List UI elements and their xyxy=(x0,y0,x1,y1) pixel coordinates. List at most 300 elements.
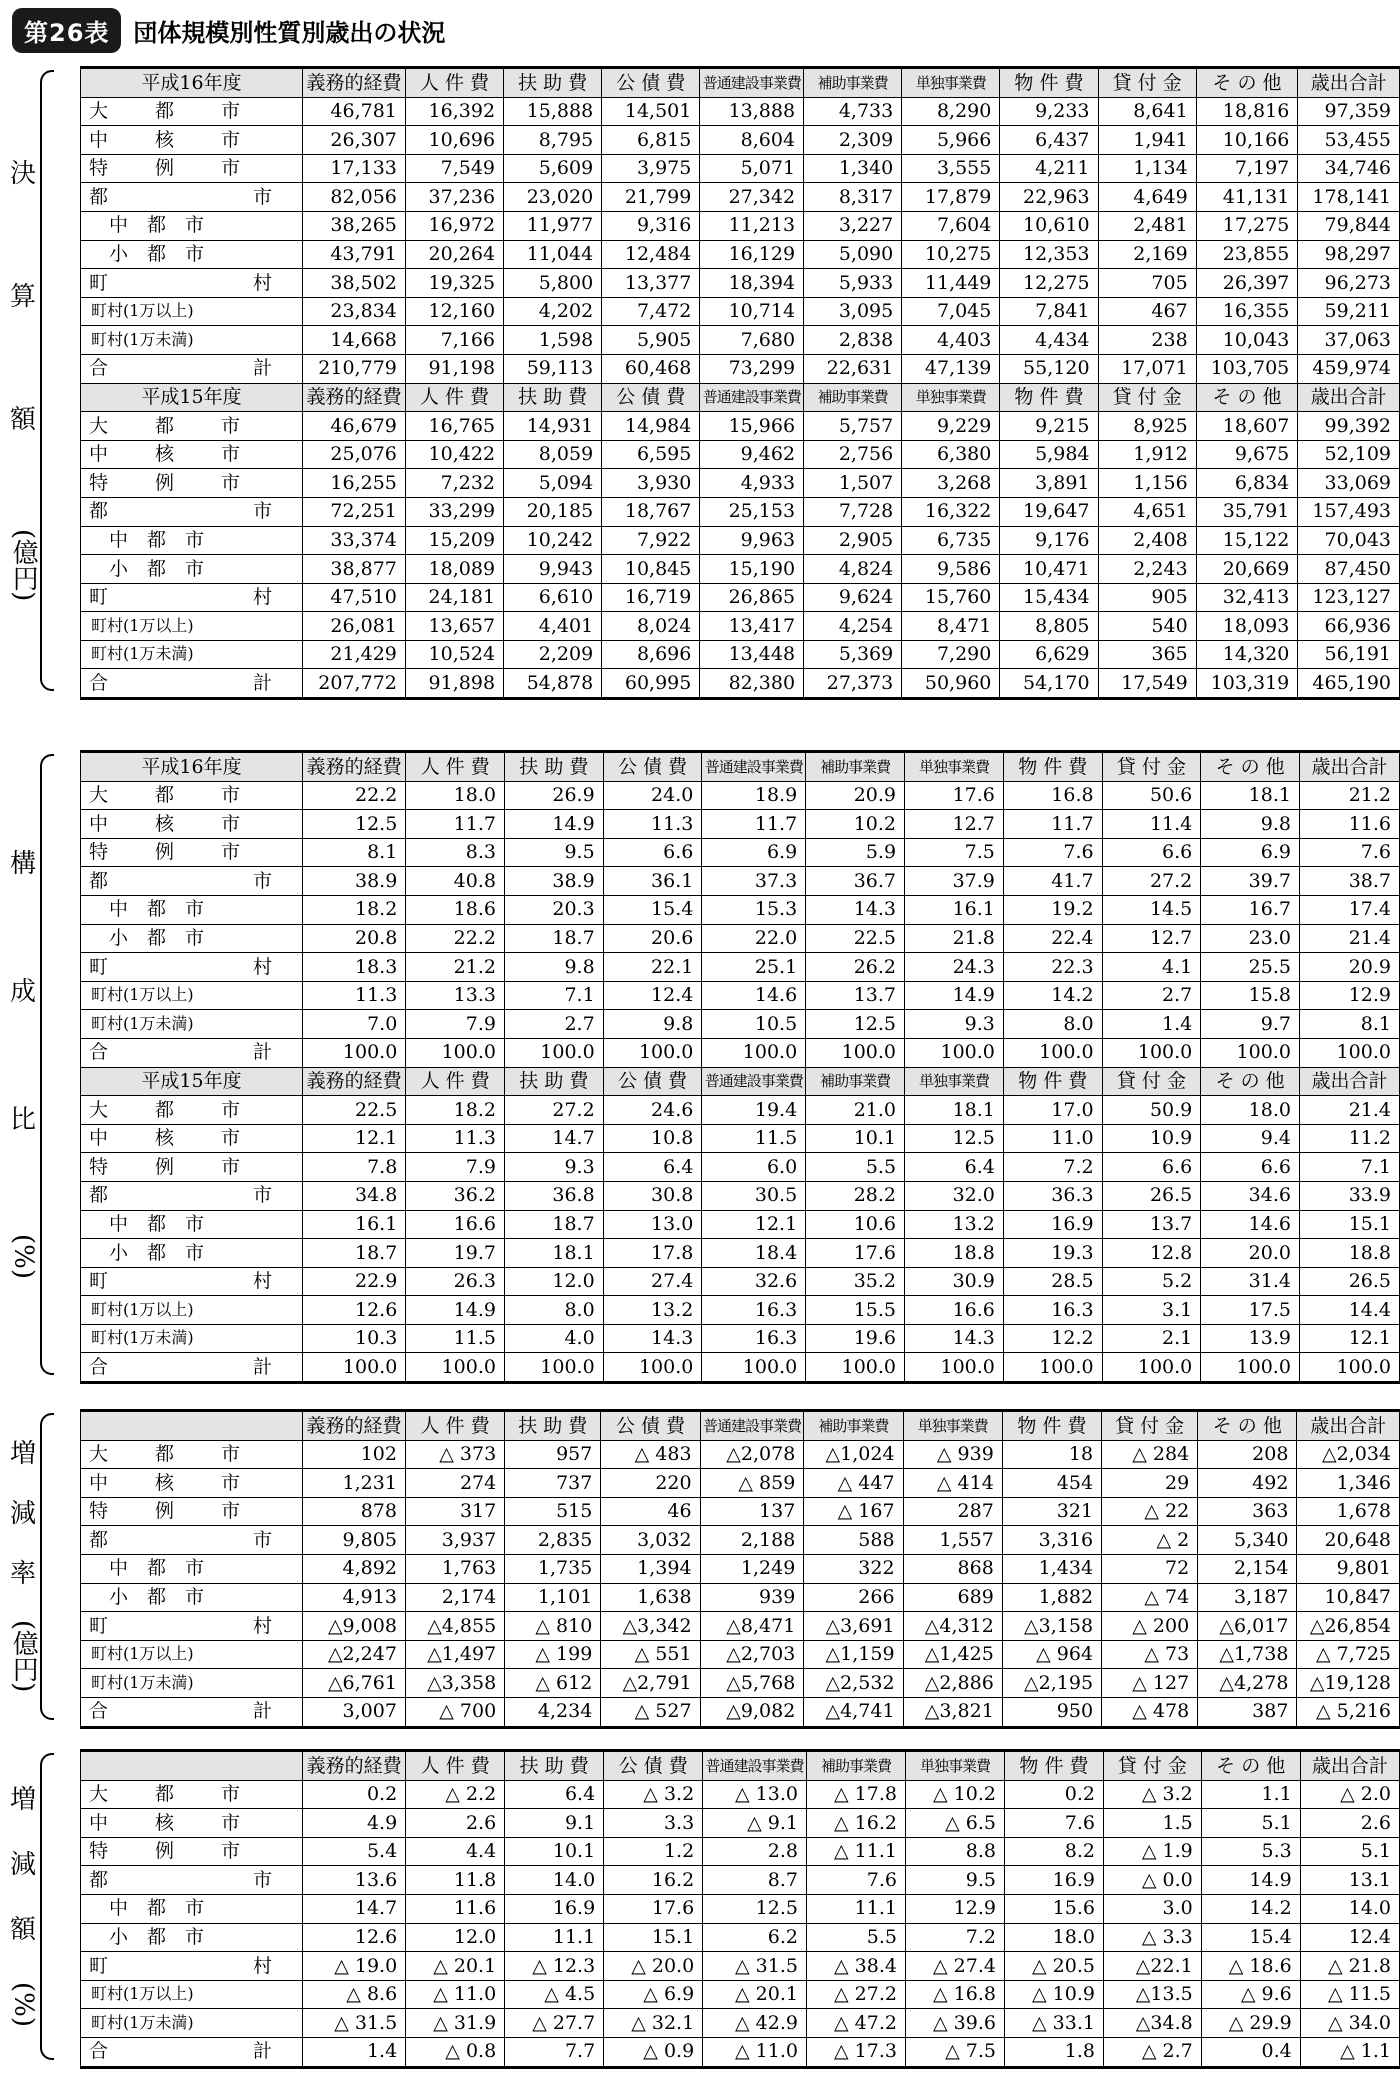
table-cell: 17.6 xyxy=(806,1239,905,1268)
table-cell: 12.2 xyxy=(1003,1324,1102,1353)
table-cell: 1.8 xyxy=(1004,2037,1103,2067)
table-cell: 6,437 xyxy=(1000,126,1098,155)
table-cell: 3,937 xyxy=(405,1526,504,1555)
table-cell: 17.8 xyxy=(603,1239,702,1268)
table-cell: 266 xyxy=(804,1583,903,1612)
table-cell: 24.0 xyxy=(603,781,702,810)
table-cell: 16.6 xyxy=(406,1210,505,1239)
table-cell: 8,317 xyxy=(804,183,902,212)
table-cell: 5.5 xyxy=(806,1153,905,1182)
table-cell: 100.0 xyxy=(1201,1353,1300,1383)
table-cell: 1,231 xyxy=(303,1469,406,1498)
table-cell: 17.4 xyxy=(1299,895,1399,924)
table-cell: 12.1 xyxy=(303,1124,406,1153)
table-cell: △ 20.5 xyxy=(1004,1952,1103,1981)
table-cell: 5,966 xyxy=(902,126,1000,155)
table-cell: △ 2.0 xyxy=(1300,1780,1399,1809)
table-cell: 54,170 xyxy=(1000,669,1098,699)
table-row xyxy=(81,126,1400,155)
column-header: 単独事業費 xyxy=(905,752,1004,782)
table-cell: 36.2 xyxy=(406,1181,505,1210)
table-cell: 6,815 xyxy=(602,126,700,155)
row-label: 中 核 市 xyxy=(81,1124,303,1153)
table-cell: 22.5 xyxy=(806,924,905,953)
table-cell: 22.1 xyxy=(603,953,702,982)
table-cell: 27,373 xyxy=(804,669,902,699)
table-cell: △1,738 xyxy=(1198,1640,1297,1669)
row-label: 合 計 xyxy=(81,1697,303,1727)
table-cell: 15.1 xyxy=(604,1923,703,1952)
table-cell: 3,007 xyxy=(303,1697,406,1727)
table-cell: △ 21.8 xyxy=(1300,1952,1399,1981)
year-header xyxy=(81,1751,303,1781)
table-cell: △19,128 xyxy=(1297,1669,1400,1698)
table-cell: 9.7 xyxy=(1201,1010,1300,1039)
column-header: 普通建設事業費 xyxy=(700,1411,804,1441)
table-cell: 30.9 xyxy=(905,1267,1004,1296)
table-row xyxy=(81,1554,1400,1583)
table-cell: 56,191 xyxy=(1298,640,1400,669)
table-cell: 11.2 xyxy=(1299,1124,1399,1153)
side-label-char: 率 xyxy=(9,1559,36,1590)
header-row xyxy=(81,1751,1400,1781)
table-cell: 11.1 xyxy=(806,1894,905,1923)
table-cell: 14.0 xyxy=(505,1866,604,1895)
table-cell: △ 6.9 xyxy=(604,1980,703,2009)
table-cell: △ 810 xyxy=(505,1612,601,1641)
table-cell: 36.1 xyxy=(603,867,702,896)
table-cell: 18.0 xyxy=(1201,1096,1300,1125)
table-cell: 17.6 xyxy=(905,781,1004,810)
row-label: 町 村 xyxy=(81,583,303,612)
table-cell: △3,342 xyxy=(601,1612,700,1641)
table-cell: 17.5 xyxy=(1201,1296,1300,1325)
table-cell: 5,933 xyxy=(804,269,902,298)
header-row xyxy=(81,1067,1400,1096)
table-cell: 2,481 xyxy=(1098,211,1196,240)
table-cell: 1,156 xyxy=(1098,469,1196,498)
table-cell: △2,247 xyxy=(303,1640,406,1669)
table-cell: △4,855 xyxy=(405,1612,504,1641)
table-row xyxy=(81,1324,1400,1353)
table-cell: 11.5 xyxy=(702,1124,806,1153)
table-cell: 18.1 xyxy=(1201,781,1300,810)
table-cell: 11.0 xyxy=(1003,1124,1102,1153)
table-row xyxy=(81,1010,1400,1039)
column-header: 人 件 費 xyxy=(406,1067,505,1096)
table-cell: △2,034 xyxy=(1297,1440,1400,1469)
table-cell: 30.5 xyxy=(702,1181,806,1210)
table-cell: △34.8 xyxy=(1103,2009,1201,2038)
table-cell: 21.2 xyxy=(1299,781,1399,810)
table-cell: 47,139 xyxy=(902,354,1000,383)
table-cell: 15.1 xyxy=(1299,1210,1399,1239)
table-cell: 13.7 xyxy=(806,981,905,1010)
header-row xyxy=(81,68,1400,98)
table-row xyxy=(81,354,1400,383)
table-cell: 210,779 xyxy=(303,354,406,383)
table-cell: 25,076 xyxy=(303,440,406,469)
table-cell: 37,236 xyxy=(405,183,503,212)
table-cell: 1.5 xyxy=(1103,1809,1201,1838)
column-header: 扶 助 費 xyxy=(504,68,602,98)
row-label: 町村(1万以上) xyxy=(81,1640,303,1669)
table-cell: △ 167 xyxy=(804,1497,903,1526)
table-cell: 9.3 xyxy=(905,1010,1004,1039)
table-cell: 28.2 xyxy=(806,1181,905,1210)
row-label: 中 都 市 xyxy=(81,1554,303,1583)
table-cell: 0.4 xyxy=(1201,2037,1300,2067)
row-label: 町 村 xyxy=(81,953,303,982)
table-cell: △9,082 xyxy=(700,1697,804,1727)
table-cell: 4,913 xyxy=(303,1583,406,1612)
table-cell: △ 11.1 xyxy=(806,1837,905,1866)
table-cell: △2,791 xyxy=(601,1669,700,1698)
table-cell: 9,215 xyxy=(1000,412,1098,441)
table-row xyxy=(81,1497,1400,1526)
table-cell: 10.9 xyxy=(1102,1124,1201,1153)
table-row xyxy=(81,555,1400,584)
table-cell: 26.5 xyxy=(1102,1181,1201,1210)
table-cell: 18.9 xyxy=(702,781,806,810)
table-row xyxy=(81,1353,1400,1383)
table-cell: 18,093 xyxy=(1196,612,1298,641)
column-header: 貸 付 金 xyxy=(1098,383,1196,412)
table-cell: 7,604 xyxy=(902,211,1000,240)
column-header: 歳出合計 xyxy=(1299,752,1399,782)
table-cell: 21,429 xyxy=(303,640,406,669)
table-cell: 3,555 xyxy=(902,154,1000,183)
table-cell: △ 18.6 xyxy=(1201,1952,1300,1981)
column-header: そ の 他 xyxy=(1198,1411,1297,1441)
header-row xyxy=(81,383,1400,412)
table-cell: 2,838 xyxy=(804,326,902,355)
table-cell: 178,141 xyxy=(1298,183,1400,212)
table-row xyxy=(81,97,1400,126)
table-cell: 100.0 xyxy=(1299,1038,1399,1067)
table-cell: 59,211 xyxy=(1298,297,1400,326)
table-cell: 939 xyxy=(700,1583,804,1612)
table-cell: 6.6 xyxy=(1102,838,1201,867)
table-cell: 14.0 xyxy=(1300,1894,1399,1923)
table-row xyxy=(81,1952,1400,1981)
table-cell: 22.9 xyxy=(303,1267,406,1296)
table-cell: 18 xyxy=(1002,1440,1101,1469)
table-cell: 17,879 xyxy=(902,183,1000,212)
row-label: 合 計 xyxy=(81,2037,303,2067)
table-cell: 4,403 xyxy=(902,326,1000,355)
table-cell: 0.2 xyxy=(303,1780,406,1809)
column-header: 普通建設事業費 xyxy=(700,383,804,412)
row-label: 特 例 市 xyxy=(81,1497,303,1526)
row-label: 町村(1万未満) xyxy=(81,1010,303,1039)
table-cell: 100.0 xyxy=(806,1038,905,1067)
table-cell: 11.6 xyxy=(406,1894,505,1923)
table-cell: 9,963 xyxy=(700,526,804,555)
table-cell: 14.6 xyxy=(1201,1210,1300,1239)
table-cell: 18.3 xyxy=(303,953,406,982)
table-cell: 2,835 xyxy=(505,1526,601,1555)
table-cell: △4,278 xyxy=(1198,1669,1297,1698)
table-cell: 515 xyxy=(505,1497,601,1526)
table-cell: 98,297 xyxy=(1298,240,1400,269)
table-cell: 3,930 xyxy=(602,469,700,498)
table-cell: 26,865 xyxy=(700,583,804,612)
table-cell: 18.1 xyxy=(504,1239,603,1268)
table-cell: 5.1 xyxy=(1300,1837,1399,1866)
column-header: 補助事業費 xyxy=(806,1751,905,1781)
table-row xyxy=(81,924,1400,953)
table-cell: 21,799 xyxy=(602,183,700,212)
table-cell: 29 xyxy=(1102,1469,1198,1498)
table-cell: 18,607 xyxy=(1196,412,1298,441)
table-cell: 53,455 xyxy=(1298,126,1400,155)
table-cell: 4,733 xyxy=(804,97,902,126)
table-cell: 22,963 xyxy=(1000,183,1098,212)
table-cell: 19.2 xyxy=(1003,895,1102,924)
row-label: 合 計 xyxy=(81,1353,303,1383)
table-cell: 6,834 xyxy=(1196,469,1298,498)
table-cell: 2,209 xyxy=(504,640,602,669)
data-table xyxy=(80,1409,1400,1729)
table-cell: 1,507 xyxy=(804,469,902,498)
table-cell: △ 3.2 xyxy=(604,1780,703,1809)
table-cell: △1,497 xyxy=(405,1640,504,1669)
table-cell: △3,821 xyxy=(903,1697,1002,1727)
table-row xyxy=(81,1697,1400,1727)
table-cell: △4,741 xyxy=(804,1697,903,1727)
row-label: 都 市 xyxy=(81,497,303,526)
table-cell: 31.4 xyxy=(1201,1267,1300,1296)
table-row xyxy=(81,2009,1400,2038)
table-row xyxy=(81,211,1400,240)
table-cell: 38.9 xyxy=(303,867,406,896)
table-cell: 14.9 xyxy=(406,1296,505,1325)
table-cell: 20,669 xyxy=(1196,555,1298,584)
table-cell: 14.3 xyxy=(806,895,905,924)
table-cell: △ 10.9 xyxy=(1004,1980,1103,2009)
table-cell: 220 xyxy=(601,1469,700,1498)
table-cell: 7,472 xyxy=(602,297,700,326)
table-cell: 50.6 xyxy=(1102,781,1201,810)
row-label: 小 都 市 xyxy=(81,1923,303,1952)
row-label: 中 核 市 xyxy=(81,1809,303,1838)
table-cell: 13.2 xyxy=(905,1210,1004,1239)
table-cell: 60,468 xyxy=(602,354,700,383)
table-cell: 3.1 xyxy=(1102,1296,1201,1325)
table-cell: 20,185 xyxy=(504,497,602,526)
table-cell: 12.5 xyxy=(303,810,406,839)
table-cell: 10,422 xyxy=(405,440,503,469)
table-cell: △8,471 xyxy=(700,1612,804,1641)
table-cell: 26.5 xyxy=(1299,1267,1399,1296)
row-label: 特 例 市 xyxy=(81,154,303,183)
column-header: 補助事業費 xyxy=(804,1411,903,1441)
table-cell: 19.7 xyxy=(406,1239,505,1268)
table-cell: 14.6 xyxy=(702,981,806,1010)
side-label-char: 算 xyxy=(9,282,36,313)
table-cell: 36.7 xyxy=(806,867,905,896)
table-cell: 100.0 xyxy=(1299,1353,1399,1383)
table-cell: 13,888 xyxy=(700,97,804,126)
table-row xyxy=(81,895,1400,924)
table-row xyxy=(81,1980,1400,2009)
table-cell: 20.8 xyxy=(303,924,406,953)
table-cell: 100.0 xyxy=(603,1353,702,1383)
table-cell: 287 xyxy=(903,1497,1002,1526)
side-label-char: 増 xyxy=(9,1439,36,1470)
table-cell: 82,380 xyxy=(700,669,804,699)
table-cell: 7,232 xyxy=(405,469,503,498)
table-cell: 6,610 xyxy=(504,583,602,612)
table-cell: △ 17.3 xyxy=(806,2037,905,2067)
table-cell: 8,925 xyxy=(1098,412,1196,441)
table-cell: 2,408 xyxy=(1098,526,1196,555)
table-cell: 12,353 xyxy=(1000,240,1098,269)
table-cell: 39.7 xyxy=(1201,867,1300,896)
table-cell: 10.8 xyxy=(603,1124,702,1153)
table-cell: 35.2 xyxy=(806,1267,905,1296)
table-cell: 11.8 xyxy=(406,1866,505,1895)
table-cell: 459,974 xyxy=(1298,354,1400,383)
table-cell: △ 7.5 xyxy=(905,2037,1004,2067)
table-cell: 238 xyxy=(1098,326,1196,355)
table-cell: 1,912 xyxy=(1098,440,1196,469)
table-cell: 4,254 xyxy=(804,612,902,641)
column-header: 補助事業費 xyxy=(806,1067,905,1096)
table-cell: 11.4 xyxy=(1102,810,1201,839)
table-row xyxy=(81,1640,1400,1669)
table-cell: 27.2 xyxy=(1102,867,1201,896)
column-header: 人 件 費 xyxy=(406,1751,505,1781)
table-cell: 1,134 xyxy=(1098,154,1196,183)
table-cell: 14.2 xyxy=(1201,1894,1300,1923)
table-cell: 18.2 xyxy=(406,1096,505,1125)
table-cell: 9.5 xyxy=(504,838,603,867)
table-cell: 4.4 xyxy=(406,1837,505,1866)
table-cell: 16,355 xyxy=(1196,297,1298,326)
table-cell: 7.6 xyxy=(1299,838,1399,867)
table-cell: △ 0.0 xyxy=(1103,1866,1201,1895)
table-cell: 12.5 xyxy=(806,1010,905,1039)
table-cell: 26,081 xyxy=(303,612,406,641)
row-label: 大 都 市 xyxy=(81,1780,303,1809)
table-cell: △ 38.4 xyxy=(806,1952,905,1981)
table-cell: 1,249 xyxy=(700,1554,804,1583)
table-cell: 3.0 xyxy=(1103,1894,1201,1923)
table-row xyxy=(81,154,1400,183)
table-cell: 18,089 xyxy=(405,555,503,584)
table-cell: 100.0 xyxy=(1003,1353,1102,1383)
bracket-line xyxy=(40,754,54,1375)
table-cell: △ 22 xyxy=(1102,1497,1198,1526)
table-cell: 99,392 xyxy=(1298,412,1400,441)
table-cell: △ 6.5 xyxy=(905,1809,1004,1838)
table-cell: 905 xyxy=(1098,583,1196,612)
row-label: 町村(1万未満) xyxy=(81,2009,303,2038)
table-cell: △ 200 xyxy=(1102,1612,1198,1641)
side-label xyxy=(0,1749,80,2064)
table-cell: △ 2.7 xyxy=(1103,2037,1201,2067)
table-cell: △ 700 xyxy=(405,1697,504,1727)
table-cell: 1,638 xyxy=(601,1583,700,1612)
table-cell: 6.6 xyxy=(1201,1153,1300,1182)
side-label-char: 減 xyxy=(9,1850,36,1881)
table-row xyxy=(81,183,1400,212)
table-cell: 16.8 xyxy=(1003,781,1102,810)
column-header: そ の 他 xyxy=(1201,1067,1300,1096)
row-label: 町村(1万未満) xyxy=(81,1669,303,1698)
table-cell: 878 xyxy=(303,1497,406,1526)
column-header: 公 債 費 xyxy=(602,383,700,412)
table-cell: 2,154 xyxy=(1198,1554,1297,1583)
row-label: 中 都 市 xyxy=(81,1894,303,1923)
table-cell: △9,008 xyxy=(303,1612,406,1641)
table-cell: 3.3 xyxy=(604,1809,703,1838)
column-header: 貸 付 金 xyxy=(1102,1411,1198,1441)
table-cell: △ 447 xyxy=(804,1469,903,1498)
table-cell: 26,397 xyxy=(1196,269,1298,298)
side-label-char: (億円) xyxy=(8,528,39,601)
table-cell: 38,502 xyxy=(303,269,406,298)
table-cell: 26.2 xyxy=(806,953,905,982)
table-cell: △2,195 xyxy=(1002,1669,1101,1698)
table-cell: 4,824 xyxy=(804,555,902,584)
table-cell: 13,448 xyxy=(700,640,804,669)
table-cell: 32.0 xyxy=(905,1181,1004,1210)
table-cell: 26,307 xyxy=(303,126,406,155)
table-cell: 21.8 xyxy=(905,924,1004,953)
side-label-char: 減 xyxy=(9,1499,36,1530)
table-cell: 8,696 xyxy=(602,640,700,669)
table-cell: 100.0 xyxy=(1102,1038,1201,1067)
table-cell: 20.0 xyxy=(1201,1239,1300,1268)
column-header: 普通建設事業費 xyxy=(703,1751,807,1781)
table-cell: 91,198 xyxy=(405,354,503,383)
table-cell: △ 33.1 xyxy=(1004,2009,1103,2038)
column-header: 貸 付 金 xyxy=(1102,752,1201,782)
table-cell: 18.6 xyxy=(406,895,505,924)
table-cell: 9.1 xyxy=(505,1809,604,1838)
table-cell: 34.6 xyxy=(1201,1181,1300,1210)
table-row xyxy=(81,953,1400,982)
table-cell: 40.8 xyxy=(406,867,505,896)
table-cell: 6,735 xyxy=(902,526,1000,555)
row-label: 中 核 市 xyxy=(81,440,303,469)
column-header: 公 債 費 xyxy=(603,1067,702,1096)
table-cell: △ 1.9 xyxy=(1103,1837,1201,1866)
table-cell: 100.0 xyxy=(702,1353,806,1383)
table-cell: 1,941 xyxy=(1098,126,1196,155)
table-row xyxy=(81,810,1400,839)
table-cell: 10,166 xyxy=(1196,126,1298,155)
table-cell: 18.7 xyxy=(504,1210,603,1239)
table-cell: 15.3 xyxy=(702,895,806,924)
table-cell: 41.7 xyxy=(1003,867,1102,896)
bracket-line xyxy=(40,1753,54,2060)
table-cell: 14.7 xyxy=(303,1894,406,1923)
table-cell: 59,113 xyxy=(504,354,602,383)
table-cell: △26,854 xyxy=(1297,1612,1400,1641)
table-row xyxy=(81,497,1400,526)
table-cell: △ 939 xyxy=(903,1440,1002,1469)
row-label: 町村(1万以上) xyxy=(81,297,303,326)
table-cell: 21.4 xyxy=(1299,1096,1399,1125)
table-cell: 18.8 xyxy=(1299,1239,1399,1268)
table-cell: 321 xyxy=(1002,1497,1101,1526)
column-header: 貸 付 金 xyxy=(1102,1067,1201,1096)
table-cell: 14,931 xyxy=(504,412,602,441)
